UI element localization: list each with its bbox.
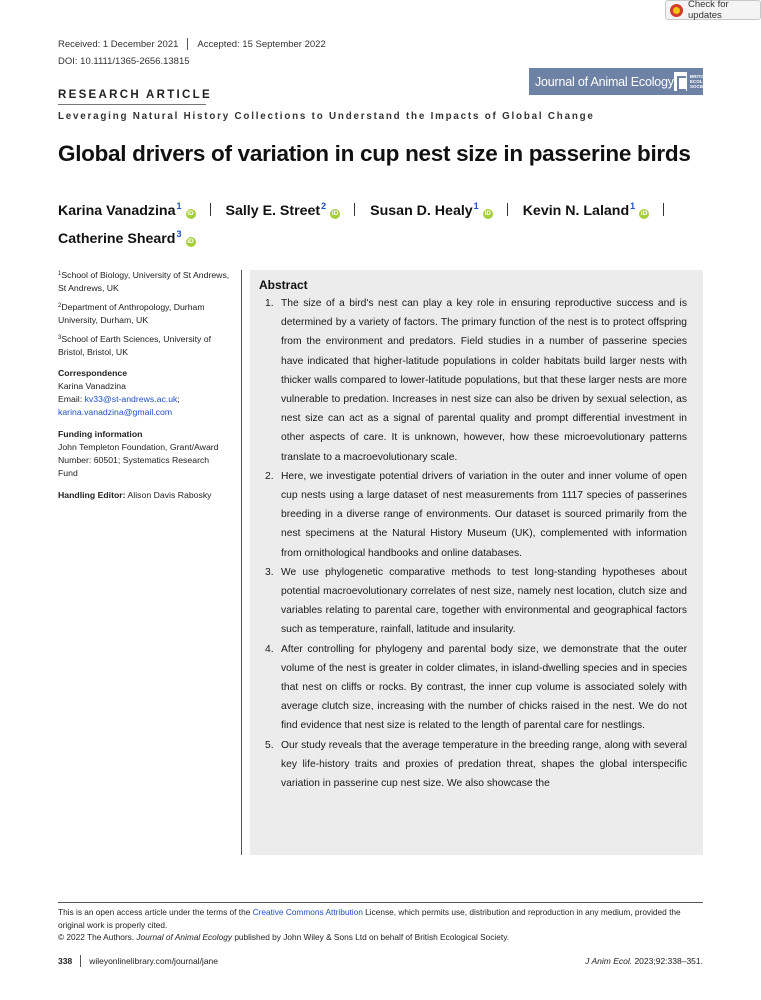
article-title: Global drivers of variation in cup nest size in passerine birds [58,141,691,166]
handling-editor: Handling Editor: Alison Davis Rabosky [58,489,212,500]
correspondence-email: Email: kv33@st-andrews.ac.uk; karina.vanadzina@gmail.com [58,394,180,418]
journal-logo [529,68,721,95]
author-list [58,195,718,251]
crossmark-icon [670,4,683,17]
author-affiliation-marker[interactable]: 1 [630,201,636,211]
footer-divider [80,955,81,967]
abstract-item: 1. The size of a bird's nest can play a key role in ensuring reproductive success and is determined by a variety of factors. The primary function of the nest is to protect offspring from the environment and predators. Field studies in a number of passerine species have indicated that higher-latitude populations in colder habitats build larger nests with thicker walls compared to lower-latitude populations, but that these larger nests are more vulnerable to predation. Increases in nest size can also be driven by sexual selection, as nest size can act as a signal of parental quality and prompt differential investment in other aspects of care. It is unknown, however, how these microevolutionary patterns translate to a macroevolutionary scale. [265,298,687,463]
author[interactable]: Sally E. Street$^2$iD [225,201,339,219]
page-number: 338 [58,956,73,966]
author-divider [507,203,508,216]
author-affiliation-marker[interactable]: 1 [473,201,479,211]
author-affiliation-marker[interactable]: 2 [321,201,327,211]
author-affiliation-marker[interactable]: 3 [176,229,182,239]
citation: J Anim Ecol. 2023;92:338–351. [585,956,703,966]
orcid-icon[interactable]: iD [187,238,194,245]
orcid-icon[interactable]: iD [640,210,648,217]
article-type: RESEARCH ARTICLE [58,89,212,101]
abstract-box [250,270,703,855]
copyright-text: © 2022 The Authors. Journal of Animal Ecology published by John Wiley & Sons Ltd on behalf of British Ecological Society. [58,932,510,943]
author-divider [663,203,664,216]
received-date: Received: 1 December 2021 [58,38,179,50]
affiliation: $^2$Department of Anthropology, Durham University, Durham, UK [58,301,205,325]
author-divider [210,203,211,216]
funding-heading: Funding information [58,429,143,440]
correspondence-heading: Correspondence [58,368,128,379]
correspondence-name: Karina Vanadzina [58,381,126,392]
license-text: This is an open access article under the terms of the Creative Commons Attribution License, which permits use, distribution and reproduction in any medium, provided the original work is properly cited. [58,907,681,930]
special-issue-title: Leveraging Natural History Collections to Understand the Impacts of Global Change [58,111,595,122]
orcid-icon[interactable]: iD [187,210,194,217]
journal-name: Journal of Animal Ecology [535,74,674,89]
author[interactable]: Kevin N. Laland$^1$iD [522,201,648,219]
article-type-rule [58,104,206,105]
author[interactable]: Karina Vanadzina$^1$iD [58,201,194,219]
handling-editor-name: Alison Davis Rabosky [125,489,212,500]
affiliation: $^3$School of Earth Sciences, University of Bristol, Bristol, UK [58,333,212,357]
abstract-item: 5. Our study reveals that the average temperature in the breeding range, along with several key life-history traits and proxies of predation threat, shapes the global interspecific variation in passerine cup nest size. We also showcase the [265,739,687,790]
abstract-item: 2. Here, we investigate potential drivers of variation in the outer and inner volume of open cup nests using a large dataset of nest measurements from 1117 species of passerines breeding in a diverse range of environments. Our dataset is sourced primarily from the nest specimens at the Natural History Museum (UK), complemented with information from ornithological handbooks and online databases. [265,470,687,559]
accepted-date: Accepted: 15 September 2022 [197,38,326,50]
orcid-icon[interactable]: iD [484,210,491,217]
check-for-updates-label: Check for updates [688,0,729,21]
society-logo-icon [674,72,687,91]
date-divider [187,38,188,50]
society-logo [674,72,721,91]
column-divider [241,270,242,855]
author[interactable]: Susan D. Healy$^1$iD [370,201,491,219]
journal-url[interactable]: wileyonlinelibrary.com/journal/jane [89,956,219,966]
abstract-heading: Abstract [259,278,308,292]
orcid-icon[interactable]: iD [331,210,339,217]
author-affiliation-marker[interactable]: 1 [176,201,182,211]
society-name: BRITISH ECOLOGICAL SOCIETY [689,73,721,90]
check-for-updates-button[interactable] [665,0,761,20]
doi: DOI: 10.1111/1365-2656.13815 [58,56,190,67]
abstract-item: 4. After controlling for phylogeny and parental body size, we demonstrate that the outer volume of the nest is greater in colder climates, in island-dwelling species and in species that nest on cliffs or rocks. By contrast, the inner cup volume is associated solely with average clutch size, increasing with the number of chicks raised in the nest. We do not find evidence that nest size is related to the length of parental care for nestlings. [265,643,687,732]
email-link[interactable]: kv33@st-andrews.ac.uk [84,394,178,405]
affiliation: $^1$School of Biology, University of St Andrews, St Andrews, UK [58,270,230,293]
footer-rule [58,902,703,903]
author-divider [354,203,355,216]
email-link[interactable]: karina.vanadzina@gmail.com [58,407,173,418]
article-info-sidebar [58,268,230,502]
abstract-item: 3. We use phylogenetic comparative methods to test long-standing hypotheses about potential macroevolutionary correlates of nest size, namely nest location, clutch size and variables relating to parental care, together with environmental and geographical factors such as temperature, rainfall, latitude and insularity. [265,566,687,636]
author[interactable]: Catherine Sheard$^3$iD [58,229,194,247]
abstract-list [259,294,687,793]
creative-commons-link[interactable]: Creative Commons Attribution [252,907,363,917]
license-statement [58,906,708,944]
page-footer [58,955,703,967]
funding-text: John Templeton Foundation, Grant/Award Number: 60501; Systematics Research Fund [58,441,219,478]
article-dates [58,38,326,50]
